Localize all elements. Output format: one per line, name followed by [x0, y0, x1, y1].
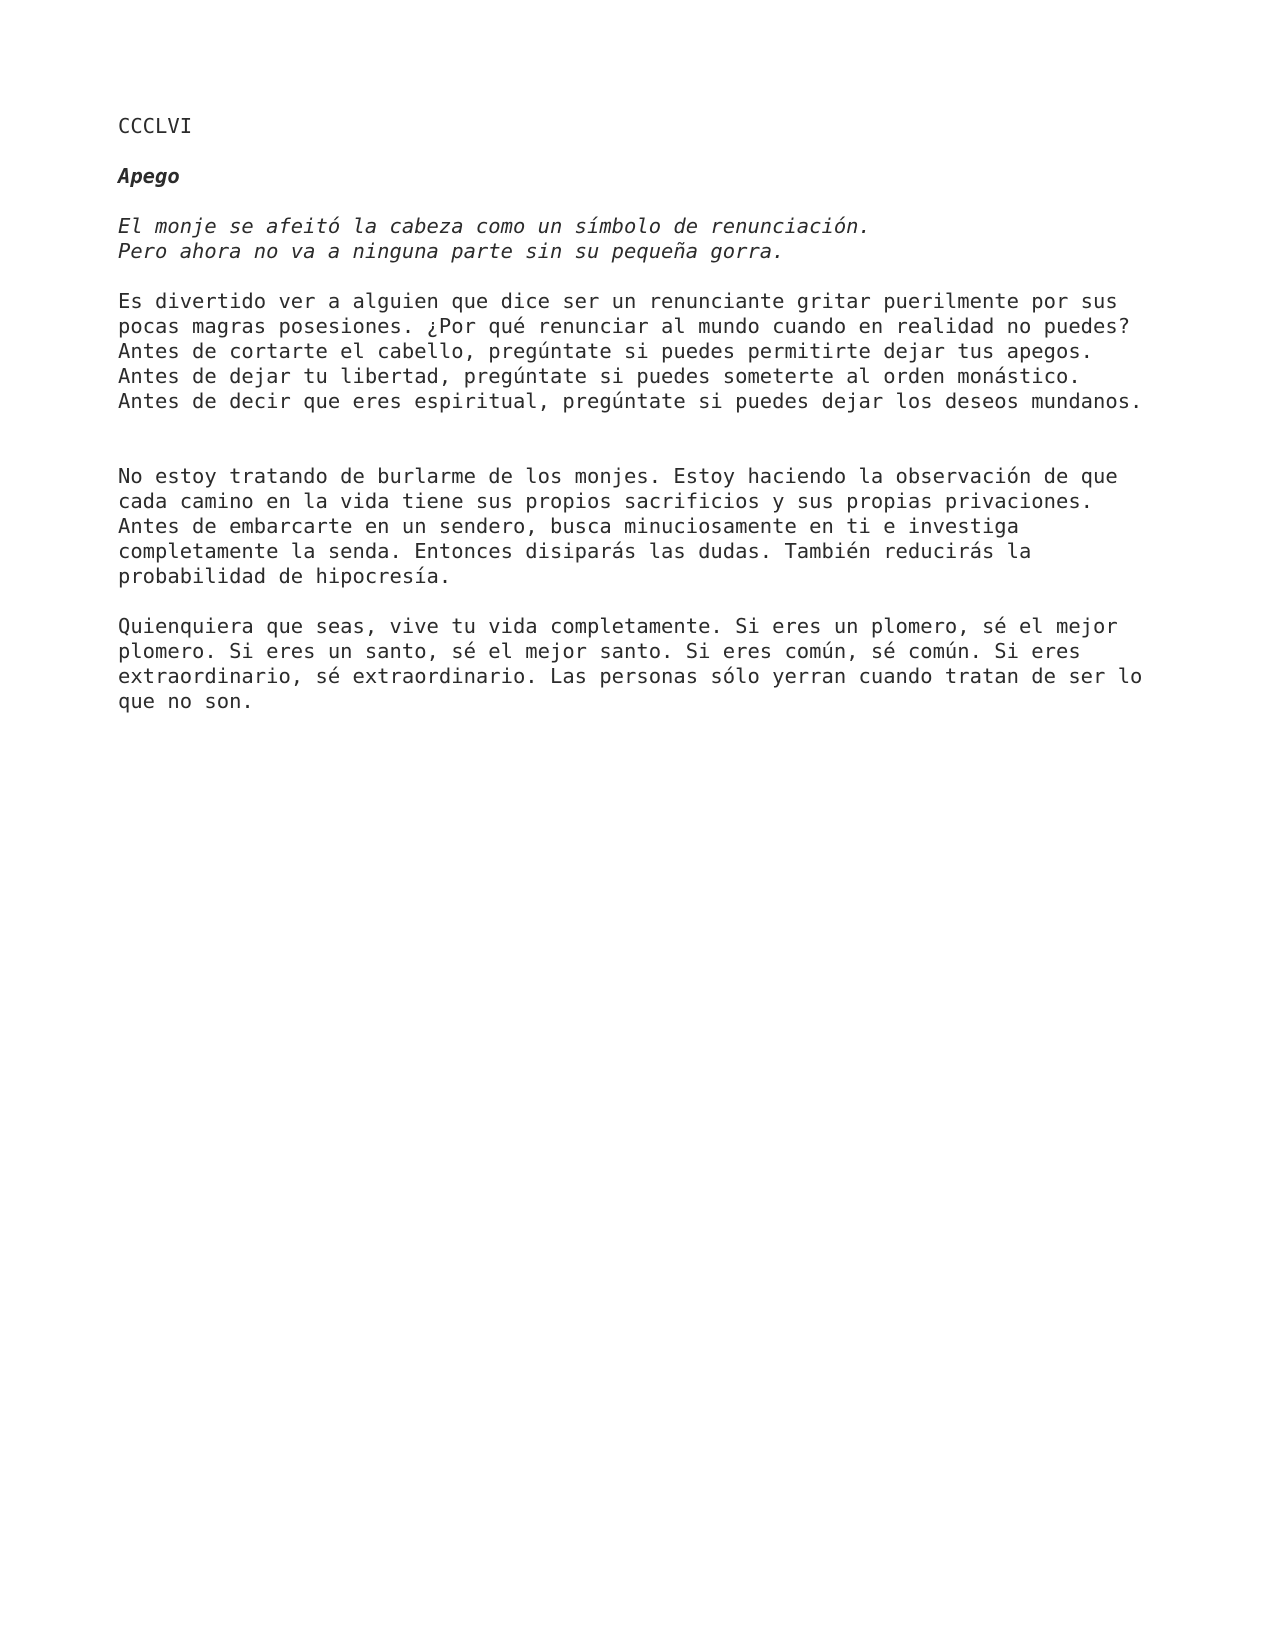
document-page: [118, 114, 1218, 739]
epigraph-line: Pero ahora no va a ninguna parte sin su pequeña gorra.: [118, 239, 785, 263]
paragraph-line: Quienquiera que seas, vive tu vida completamente. Si eres un plomero, sé el mejor: [118, 614, 1118, 638]
paragraph-line: que no son.: [118, 689, 254, 713]
paragraph-line: Antes de decir que eres espiritual, pregúntate si puedes dejar los deseos mundanos.: [118, 389, 1143, 413]
paragraph-line: No estoy tratando de burlarme de los monjes. Estoy haciendo la observación de que: [118, 464, 1118, 488]
paragraph-line: cada camino en la vida tiene sus propios sacrificios y sus propias privaciones.: [118, 489, 1094, 513]
paragraph-line: extraordinario, sé extraordinario. Las personas sólo yerran cuando tratan de ser lo: [118, 664, 1143, 688]
paragraph-line: Antes de embarcarte en un sendero, busca minuciosamente en ti e investiga: [118, 514, 1019, 538]
paragraph-line: Antes de dejar tu libertad, pregúntate si puedes someterte al orden monástico.: [118, 364, 1081, 388]
paragraph-line: plomero. Si eres un santo, sé el mejor santo. Si eres común, sé común. Si eres: [118, 639, 1081, 663]
chapter-number: CCCLVI: [118, 114, 193, 138]
paragraph-line: completamente la senda. Entonces disiparás las dudas. También reducirás la: [118, 539, 1032, 563]
paragraph-3: [118, 614, 1218, 714]
paragraph-line: pocas magras posesiones. ¿Por qué renunciar al mundo cuando en realidad no puedes?: [118, 314, 1131, 338]
epigraph-line: El monje se afeitó la cabeza como un símbolo de renunciación.: [118, 214, 871, 238]
chapter-title: Apego: [118, 164, 180, 188]
paragraph-1: [118, 289, 1218, 414]
paragraph-line: Es divertido ver a alguien que dice ser un renunciante gritar puerilmente por sus: [118, 289, 1118, 313]
epigraph: [118, 214, 1218, 264]
paragraph-line: Antes de cortarte el cabello, pregúntate si puedes permitirte dejar tus apegos.: [118, 339, 1094, 363]
paragraph-line: probabilidad de hipocresía.: [118, 564, 452, 588]
paragraph-2: [118, 464, 1218, 589]
